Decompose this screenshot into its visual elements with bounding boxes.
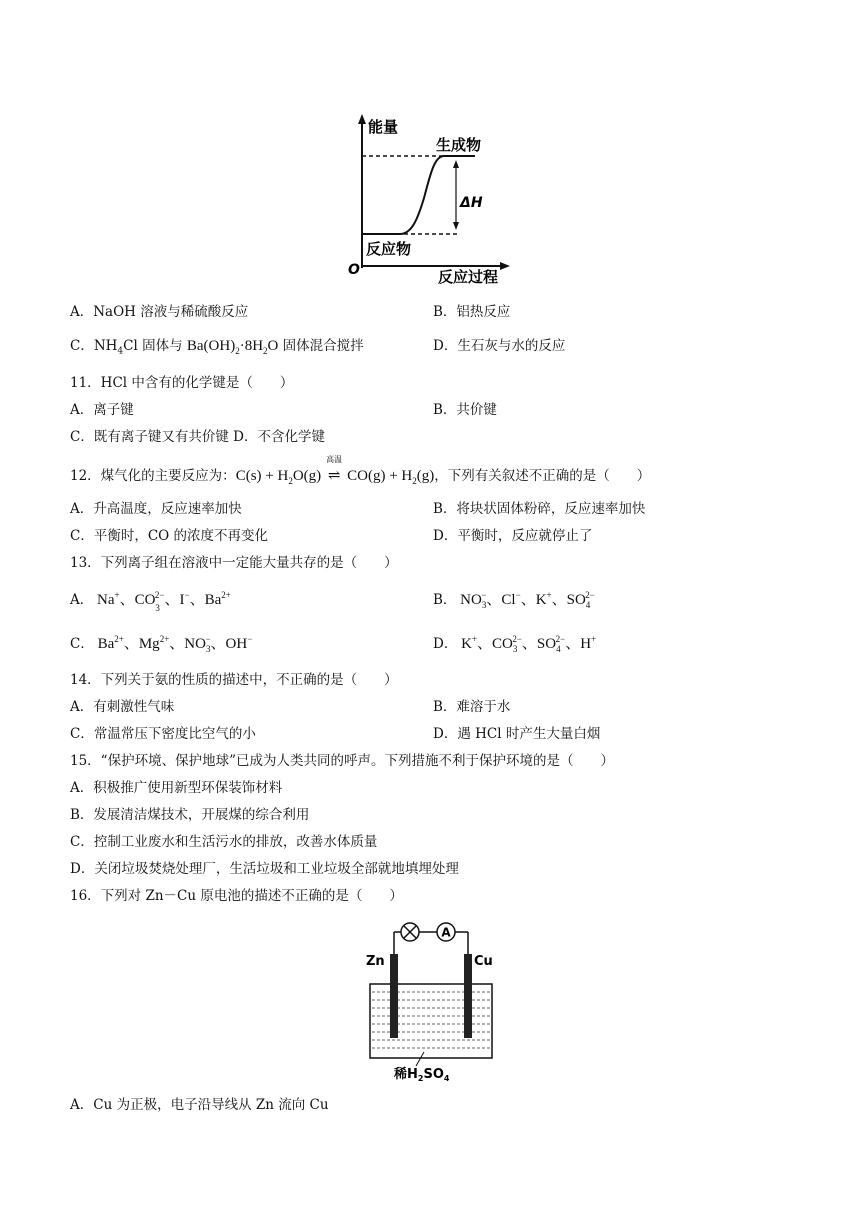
q11-option-a: A．离子键: [70, 402, 134, 418]
q15-option-d: D．关闭垃圾焚烧处理厂，生活垃圾和工业垃圾全部就地填埋处理: [70, 861, 459, 877]
reactants-label: 反应物: [366, 240, 412, 258]
q13-option-d: D． K+、$CO_3^{2-}$、$SO_4^{2-}$、H+: [433, 634, 597, 654]
q11-stem: 11．HCl 中含有的化学键是（ ）: [70, 375, 294, 391]
q14-option-a: A．有刺激性气味: [70, 699, 175, 715]
q12-stem: 12．煤气化的主要反应为：$C(s) + H_2O(g)$ 高温 ⇌ $CO(g) + H_2(g)$，下列有关叙述不正确的是（ ）: [70, 455, 651, 486]
copper-electrode: [464, 954, 472, 1038]
q10-option-c: C．$NH_4Cl$ 固体与 $Ba(OH)_2\cdot 8H_2O$ 固体混合搅拌: [70, 338, 364, 357]
ammeter-icon: [437, 923, 455, 941]
q15-stem: 15．“保护环境、保护地球”已成为人类共同的呼声。下列措施不利于保护环境的是（ ）: [70, 753, 614, 769]
q14-option-b: B．难溶于水: [433, 699, 511, 715]
q13-option-c: C． $Ba^{2+}$、$Mg^{2+}$、$NO_3^-$、OH−: [70, 634, 253, 654]
products-label: 生成物: [436, 136, 482, 154]
q10-option-d: D．生石灰与水的反应: [433, 338, 566, 354]
q13-option-b: B． $NO_3^-$、Cl−、K+、$SO_4^{2-}$: [433, 590, 595, 610]
zn-label: Zn: [366, 954, 385, 969]
solution-label: 稀$H_2SO_4$: [394, 1067, 450, 1083]
q15-option-a: A．积极推广使用新型环保装饰材料: [70, 780, 283, 796]
q11-option-b: B．共价键: [433, 402, 497, 418]
q10-option-b: B．铝热反应: [433, 304, 511, 320]
lamp-icon: [401, 923, 419, 941]
x-axis-label: 反应过程: [438, 268, 499, 286]
q14-option-d: D．遇 HCl 时产生大量白烟: [433, 726, 601, 742]
q16-option-a: A．Cu 为正极，电子沿导线从 Zn 流向 Cu: [70, 1097, 329, 1113]
q15-option-b: B．发展清洁煤技术，开展煤的综合利用: [70, 807, 310, 823]
q12-option-a: A．升高温度，反应速率加快: [70, 501, 242, 517]
q12-option-b: B．将块状固体粉碎，反应速率加快: [433, 501, 646, 517]
delta-h-label: ΔH: [460, 195, 483, 211]
q13-option-a: A． Na+、$CO_3^{2-}$、I−、$Ba^{2+}$: [70, 590, 231, 613]
origin-label: O: [348, 262, 360, 278]
q14-stem: 14．下列关于氨的性质的描述中，不正确的是（ ）: [70, 672, 398, 688]
energy-diagram: [340, 108, 520, 288]
cu-label: Cu: [474, 954, 493, 969]
q12-option-c: C．平衡时，CO 的浓度不再变化: [70, 528, 269, 544]
svg-text:A: A: [441, 925, 451, 940]
q10-option-a: A．NaOH 溶液与稀硫酸反应: [70, 304, 249, 320]
q16-stem: 16．下列对 Zn－Cu 原电池的描述不正确的是（ ）: [70, 888, 403, 904]
zinc-electrode: [390, 954, 398, 1038]
q14-option-c: C．常温常压下密度比空气的小: [70, 726, 256, 742]
q12-option-d: D．平衡时，反应就停止了: [433, 528, 593, 544]
galvanic-cell-diagram: [360, 912, 510, 1084]
q11-option-cd: C．既有离子键又有共价键 D．不含化学键: [70, 429, 325, 445]
reaction-condition: 高温: [326, 455, 343, 464]
y-axis-label: 能量: [368, 118, 399, 136]
q13-stem: 13．下列离子组在溶液中一定能大量共存的是（ ）: [70, 555, 398, 571]
q15-option-c: C．控制工业废水和生活污水的排放，改善水体质量: [70, 834, 378, 850]
equilibrium-arrow: ⇌: [327, 468, 341, 484]
